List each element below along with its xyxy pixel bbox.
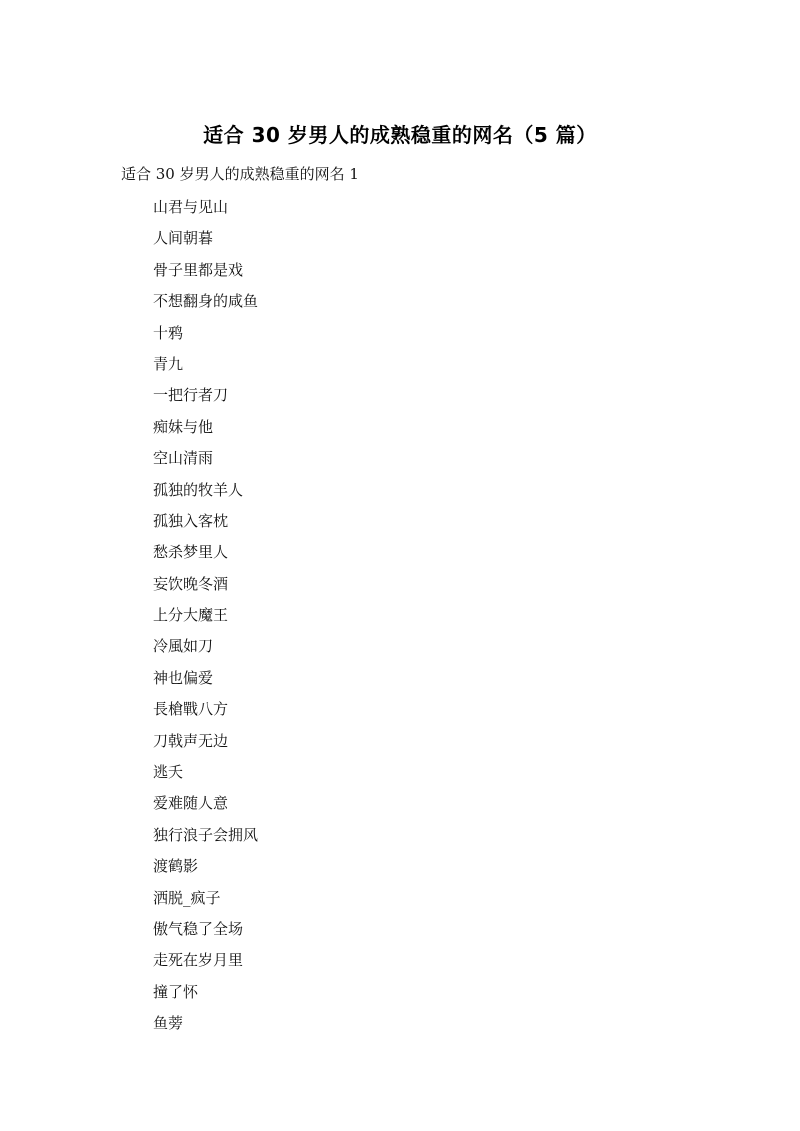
document-title: 适合 30 岁男人的成熟稳重的网名（5 篇） bbox=[203, 123, 597, 147]
list-item: 爱难随人意 bbox=[153, 794, 229, 813]
list-item: 上分大魔王 bbox=[153, 606, 229, 625]
list-item: 神也偏爱 bbox=[153, 668, 214, 687]
list-item: 鱼蒡 bbox=[153, 1014, 184, 1033]
list-item: 妄饮晚冬酒 bbox=[153, 574, 229, 593]
list-item: 不想翻身的咸鱼 bbox=[153, 292, 259, 311]
list-item: 独行浪子会拥风 bbox=[153, 825, 259, 844]
name-list bbox=[153, 195, 258, 1043]
list-item: 洒脱_疯子 bbox=[153, 888, 221, 907]
list-item: 冷風如刀 bbox=[153, 637, 214, 656]
list-item: 長槍戰八方 bbox=[153, 700, 229, 719]
list-item: 孤独入客枕 bbox=[153, 511, 229, 530]
list-item: 走死在岁月里 bbox=[153, 951, 244, 970]
list-item: 人间朝暮 bbox=[153, 229, 214, 248]
list-item: 骨子里都是戏 bbox=[153, 260, 244, 279]
list-item: 渡鹤影 bbox=[153, 857, 199, 876]
list-item: 空山清雨 bbox=[153, 449, 214, 468]
list-item: 十鸦 bbox=[153, 323, 184, 342]
list-item: 刀戟声无边 bbox=[153, 731, 229, 750]
list-item: 痴妹与他 bbox=[153, 417, 214, 436]
list-item: 撞了怀 bbox=[153, 982, 199, 1001]
section-heading: 适合 30 岁男人的成熟稳重的网名 1 bbox=[121, 165, 359, 183]
list-item: 傲气稳了全场 bbox=[153, 919, 244, 938]
list-item: 青九 bbox=[153, 354, 184, 373]
list-item: 山君与见山 bbox=[153, 198, 229, 216]
list-item: 愁杀梦里人 bbox=[153, 543, 229, 562]
list-item: 孤独的牧羊人 bbox=[153, 480, 244, 499]
list-item: 逃夭 bbox=[153, 763, 184, 782]
list-item: 一把行者刀 bbox=[153, 386, 229, 405]
